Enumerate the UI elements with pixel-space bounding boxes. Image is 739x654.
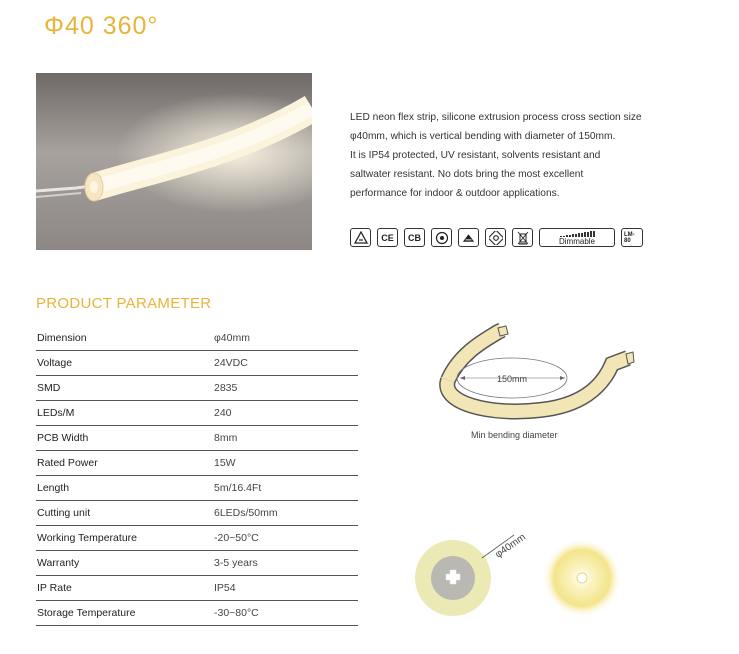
table-row — [36, 551, 358, 576]
ce-icon: CE — [377, 228, 398, 247]
bend-diameter-label: 150mm — [496, 374, 528, 384]
dimmable-icon — [539, 228, 615, 247]
param-value: 2835 — [213, 376, 358, 401]
product-photo — [36, 73, 312, 250]
param-key: LEDs/M — [36, 401, 213, 426]
table-row — [36, 601, 358, 626]
bending-diagram — [430, 318, 640, 428]
description-line: φ40mm, which is vertical bending with diameter of 150mm. — [350, 131, 616, 142]
etl-icon — [431, 228, 452, 247]
table-row — [36, 501, 358, 526]
param-key: PCB Width — [36, 426, 213, 451]
param-value: φ40mm — [213, 326, 358, 351]
neon-strip-photo — [36, 73, 312, 250]
certification-icons — [350, 228, 643, 247]
table-row — [36, 526, 358, 551]
param-value: 6LEDs/50mm — [213, 501, 358, 526]
param-value: 5m/16.4Ft — [213, 476, 358, 501]
cross-section-diagram — [410, 530, 650, 630]
class-ii-icon — [485, 228, 506, 247]
product-description — [350, 108, 710, 203]
bending-caption: Min bending diameter — [471, 430, 558, 440]
cross-diameter-label: φ40mm — [493, 531, 528, 561]
param-key: IP Rate — [36, 576, 213, 601]
product-title: Φ40 360° — [44, 12, 159, 40]
param-key: Rated Power — [36, 451, 213, 476]
description-line: It is IP54 protected, UV resistant, solvents resistant and — [350, 150, 601, 161]
param-value: 24VDC — [213, 351, 358, 376]
param-key: Length — [36, 476, 213, 501]
cb-icon: CB — [404, 228, 425, 247]
param-value: 240 — [213, 401, 358, 426]
param-key: Dimension — [36, 326, 213, 351]
description-line: performance for indoor & outdoor applications. — [350, 188, 560, 199]
lm80-icon: LM-80 — [621, 228, 643, 247]
param-key: Warranty — [36, 551, 213, 576]
table-row — [36, 451, 358, 476]
param-value: 15W — [213, 451, 358, 476]
param-value: IP54 — [213, 576, 358, 601]
table-row — [36, 376, 358, 401]
param-key: Voltage — [36, 351, 213, 376]
weee-bin-icon — [512, 228, 533, 247]
param-value: 8mm — [213, 426, 358, 451]
table-row — [36, 426, 358, 451]
param-key: Storage Temperature — [36, 601, 213, 626]
dimmable-bars — [560, 231, 595, 237]
param-key: Working Temperature — [36, 526, 213, 551]
description-line: LED neon flex strip, silicone extrusion process cross section size — [350, 112, 642, 123]
table-row — [36, 576, 358, 601]
section-title: PRODUCT PARAMETER — [36, 295, 212, 312]
param-key: SMD — [36, 376, 213, 401]
ul-triangle-icon — [350, 228, 371, 247]
table-row — [36, 326, 358, 351]
parameter-table — [36, 326, 358, 626]
rohs-icon — [458, 228, 479, 247]
param-value: -30~80°C — [213, 601, 358, 626]
dimmable-label: Dimmable — [558, 236, 595, 246]
param-value: 3-5 years — [213, 551, 358, 576]
description-line: saltwater resistant. No dots bring the most excellent — [350, 169, 584, 180]
table-row — [36, 401, 358, 426]
table-row — [36, 476, 358, 501]
param-key: Cutting unit — [36, 501, 213, 526]
table-row — [36, 351, 358, 376]
param-value: -20~50°C — [213, 526, 358, 551]
